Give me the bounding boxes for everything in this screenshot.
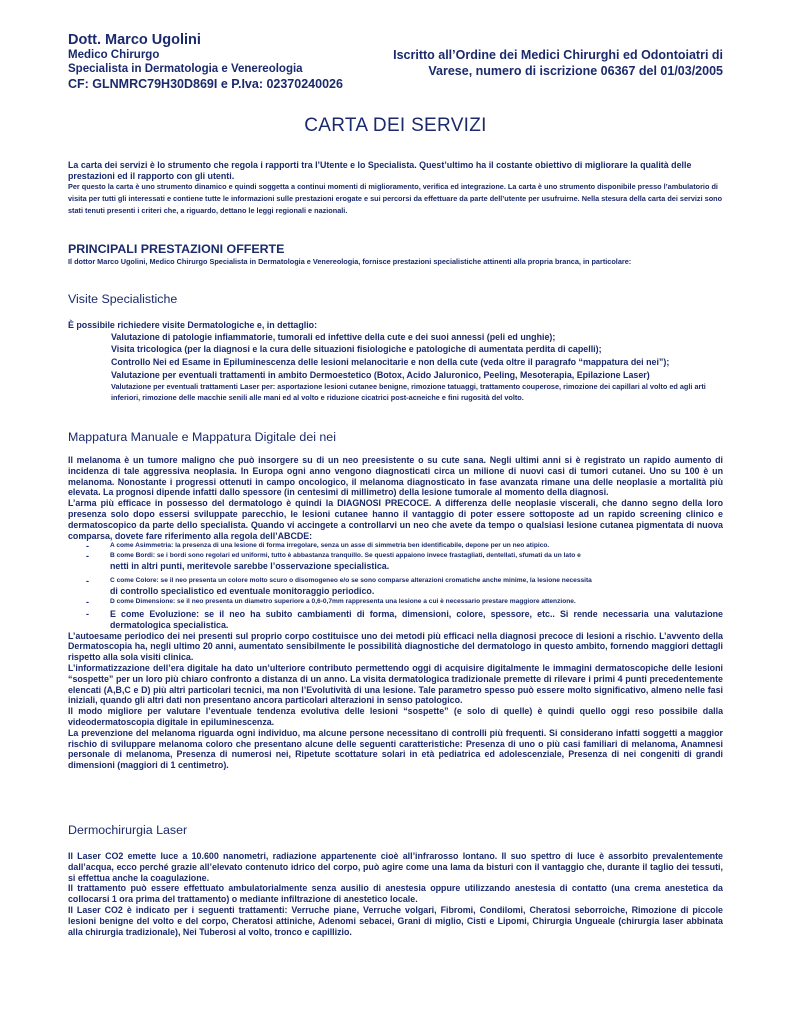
prestazioni-section [68,242,723,267]
tax-codes: CF: GLNMRC79H30D869I e P.Iva: 02370240026 [68,77,343,91]
intro-section [68,160,723,216]
mappatura-paragraph: L’arma più efficace in possesso del dermatologo è quindi la DIAGNOSI PRECOCE. A differenza delle neoplasie viscerali, che danno segno della loro presenza solo dopo essersi sviluppate parecchio, le lesioni cutanee hanno il vantaggio di poter essere sottoposte ad un rapido screening clinico e dermatoscopico da parte dello specialista. Quando vi accingete a controllarvi un neo che avete da tempo o qualsiasi lesione cutanea pigmentata di nuova comparsa, dovete fare riferimento alla regola dell’ABCDE: [68,498,723,541]
visite-item: Valutazione per eventuali trattamenti in ambito Dermoestetico (Botox, Acido Jaluronico, Peeling, Mesoterapia, Epilazione Laser) [111,369,650,380]
mappatura-paragraph: La prevenzione del melanoma riguarda ogni individuo, ma alcune persone necessitano di controlli più frequenti. Si considerano infatti soggetti a maggior rischio di sviluppare melanoma coloro che presentano alcune delle seguenti caratteristiche: Presenza di uno o più casi familiari di melanoma, Anamnesi personale di melanoma, Presenza di numerosi nei, Ripetute scottature solari in età pediatrica ed adolescenziale, Presenza di nei congeniti di grandi dimensioni (maggiori di 1 centimetro). [68,727,723,771]
mappatura-paragraph: Il melanoma è un tumore maligno che può insorgere su di un neo preesistente o su cute sana. Negli ultimi anni si è registrato un rapido aumento di incidenza di tale aggressiva neoplasia. In Europa ogni anno vengono diagnosticati circa un milione di nuovi casi di tumori cutanei. Uno su 100 è un melanoma. Nonostante i progressi ottenuti in campo oncologico, il melanoma diagnosticato in fase avanzata rimane una delle neoplasie a mortalità più elevata. La prognosi dipende infatti dallo spessore (in centesimi di millimetro) della lesione tumorale al momento della diagnosi. [68,455,723,498]
registration-info [363,48,723,79]
laser-section [68,823,723,937]
visite-item: Controllo Nei ed Esame in Epiluminescenza delle lesioni melanocitarie e non della cute (veda oltre il paragrafo “mappatura dei nei”); [111,356,670,367]
visite-heading: Visite Specialistiche [68,292,178,306]
abcde-item-e [86,609,723,631]
abcde-text-cont: netti in altri punti, meritevole sarebbe l’osservazione specialistica. [110,561,390,572]
abcde-item-b [86,551,723,572]
mappatura-paragraph: L’autoesame periodico dei nei presenti sul proprio corpo costituisce uno dei metodi più efficaci nella diagnosi precoce di lesioni a rischio. L’avvento della Dermatoscopia ha, negli ultimo 20 anni, aumentato sensibilmente le possibilità diagnostiche del dermatologo in questo ambito, fornendo maggiori dettagli rispetto alla sola visiti clinica. [68,630,723,663]
list-dash: - [86,576,89,587]
abcde-item-d [86,597,723,607]
prestazioni-heading: PRINCIPALI PRESTAZIONI OFFERTE [68,242,285,256]
mappatura-section [68,430,723,771]
visite-item: Visita tricologica (per la diagnosi e la cura delle situazioni fisiologiche e patologiche di aumentata perdita di capelli); [111,344,602,355]
registration-line-1: Iscritto all’Ordine dei Medici Chirurghi ed Odontoiatri di [393,48,723,62]
laser-paragraph: Il Laser CO2 è indicato per i seguenti trattamenti: Verruche piane, Verruche volgari, Fibromi, Condilomi, Cheratosi seborroiche, Rimozione di piccole lesioni benigne del volto e del corpo, Cheratosi attiniche, Adenomi sebacei, Grani di miglio, Cisti e Lipomi, Chirurgia Ungueale (chirurgia laser abbinata alla chirurgia tradizionale), Nei Tuberosi al volto, tronco e capillizio. [68,904,723,937]
list-dash: - [86,551,89,562]
abcde-text: B come Bordi: se i bordi sono regolari ed uniformi, tutto è abbastanza tranquillo. Se questi appaiono invece frastagliati, dentellati, sfumati da un lato e [110,552,581,560]
abcde-text: C come Colore: se il neo presenta un colore molto scuro o disomogeneo e/o se sono comparse alterazioni cromatiche anche minime, la lesione necessita [110,577,592,585]
laser-paragraph: Il trattamento può essere effettuato ambulatorialmente senza ausilio di anestesia oppure utilizzando anestesia di contatto (una crema anestetica da collocarsi 1 ora prima del trattamento) o mediante infiltrazione di anestetico locale. [68,883,723,905]
visite-list [111,331,723,404]
visite-section [68,292,723,403]
mappatura-paragraph: L’informatizzazione dell’era digitale ha dato un’ulteriore contributo permettendo oggi di acquisire digitalmente le immagini dermatoscopiche delle lesioni “sospette” per un loro più chiaro confronto a distanza di un anno. La visita dermatologica tradizionale premette di rilevare i primi 4 punti precedentemente elencati (A,B,C e D) più altri particolari tecnici, ma non l’Evolutività di una lesione. Tale parametro spesso può essere molto significativo, almeno nelle fasi iniziali, quando gli altri dati non presentano ancora particolari alterazioni in senso patologico. [68,662,723,706]
page-title: CARTA DEI SERVIZI [304,115,487,136]
abcde-item-c [86,576,723,597]
visite-lead: È possibile richiedere visite Dermatologiche e, in dettaglio: [68,320,318,330]
intro-detail: Per questo la carta è uno strumento dinamico e quindi soggetta a continui momenti di miglioramento, verifica ed integrazione. La carta è uno strumento disponibile presso l’ambulatorio di visita per tutti gli interessati e contiene tutte le informazioni sulle prestazioni erogate e sui percorsi da effettuare da parte dell’utente per usufruirne. Nella stesura della carta dei servizi sono stati tenuti presenti i criteri che, a riguardo, dettano le leggi regionali e nazionali. [68,182,723,215]
laser-paragraph: Il Laser CO2 emette luce a 10.600 nanometri, radiazione appartenente cioè all’infrarosso lontano. Il suo spettro di luce è assorbito prevalentemente dall’acqua, ecco perché grazie all’elevato contenuto idrico del corpo, può agire come una lama da bisturi con il vantaggio che, durante il taglio dei tessuti, si effettua anche la coagulazione. [68,851,723,883]
intro-paragraph: La carta dei servizi è lo strumento che regola i rapporti tra l’Utente e lo Specialista. Quest’ultimo ha il costante obiettivo di migliorare la qualità delle prestazioni ed il rapporto con gli utenti. [68,160,692,181]
list-dash: - [86,596,89,607]
list-dash: - [86,541,89,552]
list-dash: - [86,608,89,619]
abcde-text: E come Evoluzione: se il neo ha subito cambiamenti di forma, dimensioni, colore, spessore, etc.. Si rende necessaria una valutazione dermatologica specialistica. [110,608,723,630]
abcde-text: A come Asimmetria: la presenza di una lesione di forma irregolare, senza un asse di simmetria ben identificabile, depone per un neo atipico. [110,542,550,550]
doctor-name: Dott. Marco Ugolini [68,32,201,48]
abcde-item-a [86,541,723,551]
doctor-header [68,32,343,92]
registration-line-2: Varese, numero di iscrizione 06367 del 01/03/2005 [428,63,723,78]
abcde-text: D come Dimensione: se il neo presenta un diametro superiore a 0,6-0,7mm rappresenta una lesione a cui è necessario prestare maggiore attenzione. [110,597,576,605]
abcde-text-cont: di controllo specialistico ed eventuale monitoraggio periodico. [110,586,375,597]
doctor-role: Medico Chirurgo [68,49,160,61]
abcde-list [86,541,723,630]
mappatura-paragraph: Il modo migliore per valutare l’eventuale tendenza evolutiva delle lesioni “sospette” (e solo di quelle) è quindi quello oggi reso possibile dalla videodermatoscopia digitale in epiluminescenza. [68,706,723,727]
mappatura-heading: Mappatura Manuale e Mappatura Digitale dei nei [68,430,336,444]
visite-item: Valutazione di patologie infiammatorie, tumorali ed infettive della cute e dei suoi annessi (peli ed unghie); [111,331,556,342]
doctor-specialty: Specialista in Dermatologia e Venereologia [68,62,303,75]
visite-item-laser: Valutazione per eventuali trattamenti Laser per: asportazione lesioni cutanee benigne, rimozione tatuaggi, trattamento couperose, rimozione dei capillari al volto ed agli arti inferiori, rimozione delle macchie senili alle mani ed al volto e riduzione cicatrici post-acneiche e fini rugosità del volto. [111,382,706,403]
prestazioni-text: Il dottor Marco Ugolini, Medico Chirurgo Specialista in Dermatologia e Venereologia, fornisce prestazioni specialistiche attinenti alla propria branca, in particolare: [68,257,632,266]
laser-heading: Dermochirurgia Laser [68,823,188,837]
